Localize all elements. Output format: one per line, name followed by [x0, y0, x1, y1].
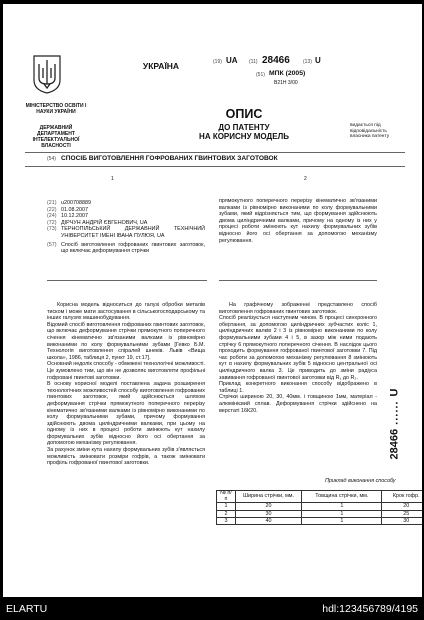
table-cell: 1 [302, 503, 382, 510]
effective-date: 10.12.2007 [61, 213, 88, 220]
claim-continuation: прямокутного поперечного перерізу кінематично зв'язаними валками із рівномірно виконаними по колу формувальними зубами, який відрізняється тим, що формування здійснюють двома циліндричними валками, причому на одному із них у процесі роботи змінюють кут нахилу формувальних зубів відносно його осі обертання за допомогою механізму регулювання. [219, 198, 377, 244]
inid-22: (22) [47, 206, 57, 213]
table-row [217, 518, 423, 525]
inid-19: (19) [213, 59, 222, 65]
application-number: u200708889 [61, 200, 91, 206]
side-patent-number: 28466 ...... U [388, 388, 401, 460]
table-cell: 30 [382, 518, 422, 525]
table-cell: 40 [235, 518, 301, 525]
table-row [217, 503, 423, 510]
patent-page [3, 4, 422, 597]
table-cell: 2 [217, 510, 236, 517]
footer-handle: hdl:123456789/4195 [322, 603, 418, 615]
table-cell: 1 [217, 503, 236, 510]
title-rule-top [25, 152, 405, 153]
inid-13: (13) [303, 59, 312, 65]
inventor: ДІРЧУН АНДРІЙ ЄВГЕНОВИЧ, UA [61, 219, 148, 226]
title-rule-bottom [25, 166, 405, 167]
table-caption: Приклад виконання способу [325, 478, 396, 484]
inid-24: (24) [47, 213, 57, 220]
table-row [217, 510, 423, 517]
table-cell: 3 [217, 518, 236, 525]
side-kind: U [388, 388, 401, 397]
inid-21: (21) [47, 200, 57, 206]
footer-left-label: ELARTU [6, 603, 48, 615]
country-code: UA [226, 56, 238, 65]
side-note: видається під відповідальність власника патенту [350, 123, 390, 140]
footer-bar [0, 598, 424, 620]
table-cell: 20 [235, 503, 301, 510]
department-name: ДЕРЖАВНИЙ ДЕПАРТАМЕНТ ІНТЕЛЕКТУАЛЬНОЇ ВЛАСНОСТІ [32, 125, 80, 149]
inid-51: (51) [256, 72, 265, 78]
abstract-rule-left [47, 280, 207, 281]
column-marker-1: 1 [111, 176, 114, 182]
description-right: На графічному зображенні представлено спосіб виготовлення гофрованих гвинтових заготовок. Спосіб реалізується наступним чином. В процесі синхронного обертання, за допомогою циліндричних зубчастих коліс 1, циліндричних валків 2 і 3 із рівномірно виконаними по колу формувальними зубами 4 і 5, в зазор між ними подають стрічку 6 прямокутного поперечного січення. В наслідок цього проходить формування гофрованої гвинтової заготовки 7. Під час роботи за допомогою механізму регулювання 8 змінюють кут α нахилу формувальних зубів 5 відносно центральної осі циліндричного валка 3. Це приводить до зміни радіуса завивання гофрованої гвинтової заготовки від R₁ до R₂. Приклад конкретного виконання способу відображено в таблиці 1. Стрічки шириною 20, 30, 40мм. і товщиною 1мм, матеріал - алюмінієвий сплав. Деформування стрічки здійснено на верстаті 16К20. [219, 302, 377, 414]
example-table [216, 490, 422, 525]
table-header-row [217, 491, 423, 503]
column-marker-2: 2 [304, 176, 307, 182]
doc-subtitle-1: ДО ПАТЕНТУ [218, 123, 270, 132]
table-cell: 1 [302, 518, 382, 525]
invention-title: СПОСІБ ВИГОТОВЛЕННЯ ГОФРОВАНИХ ГВИНТОВИХ ЗАГОТОВОК [61, 155, 278, 162]
abstract-rule-right [219, 280, 377, 281]
inid-54: (54) [47, 156, 56, 162]
inid-72: (72) [47, 219, 57, 226]
table-cell: 20 [382, 503, 422, 510]
kind-code: U [315, 56, 321, 65]
doc-subtitle-2: НА КОРИСНУ МОДЕЛЬ [199, 132, 289, 141]
description-left: Корисна модель відноситься до галузі обробки металів тиском і може мати застосування в сільськогосподарському та інших галузях машинобудування. Відомий спосіб виготовлення гофрованих гвинтових заготовок, що включає деформування стрічки прямокутного поперечного січення кінематично зв'язаними валками із рівномірно виконаними по колу формувальними зубами [Гевко Б.М. Технологія виготовлення спіралей шнеків. Львів «Вища школа», 1986, таблиця 2, пункт 19, ст.17]. Основний недолік способу - обмежені технологічні можливості. Це зумовлено тим, що він не дозволяє виготовляти профільні гофровані гвинтові заготовки. В основу корисної моделі поставлена задача розширення технологічних можливостей способу виготовлення гофрованих гвинтових заготовок, який здійснюється шляхом деформування стрічки прямокутного поперечного перерізу кінематично зв'язаними валками із рівномірно виконаними по колу формувальними зубами, причому формування здійснюють двома циліндричними валками, при цьому на одному із них в процесі роботи змінюють кут нахилу формувальних зубів відносно його осі обертання за допомогою механізму регулювання. За рахунок зміни кута нахилу формувальних зубів з'являється можливість змінювати розміри гофрів, а також змінювати профіль гофрованої гвинтової заготовки. [47, 302, 205, 467]
doc-title: ОПИС [225, 107, 263, 121]
ministry-name: МІНІСТЕРСТВО ОСВІТИ І НАУКИ УКРАЇНИ [25, 103, 87, 115]
country-name: УКРАЇНА [142, 61, 180, 71]
inid-73: (73) [47, 226, 57, 233]
ipc-class: B21H 3/00 [274, 80, 298, 86]
ipc-version: МПК (2005) [269, 70, 306, 77]
table-header: Товщина стрічки, мм. [302, 491, 382, 503]
patent-number: 28466 [262, 55, 290, 66]
table-cell: 30 [235, 510, 301, 517]
ukraine-trident-icon [32, 54, 62, 94]
table-header: № п/п [217, 491, 236, 503]
inid-57: (57) [47, 241, 57, 248]
biblio-block [47, 200, 205, 255]
claim-start: Спосіб виготовлення гофрованих гвинтових заготовок, що включає деформування стрічки [61, 241, 205, 255]
table-cell: 25 [382, 510, 422, 517]
filing-date: 01.08.2007 [61, 206, 88, 213]
inid-11: (11) [249, 59, 258, 65]
patent-owner: ТЕРНОПІЛЬСЬКИЙ ДЕРЖАВНИЙ ТЕХНІЧНИЙ УНІВЕРСИТЕТ ІМЕНІ ІВАНА ПУЛЮЯ, UA [61, 226, 205, 239]
table-header: Крок гофр. [382, 491, 422, 503]
side-number: 28466 [388, 428, 401, 460]
table-header: Ширина стрічки, мм. [235, 491, 301, 503]
table-cell: 1 [302, 510, 382, 517]
